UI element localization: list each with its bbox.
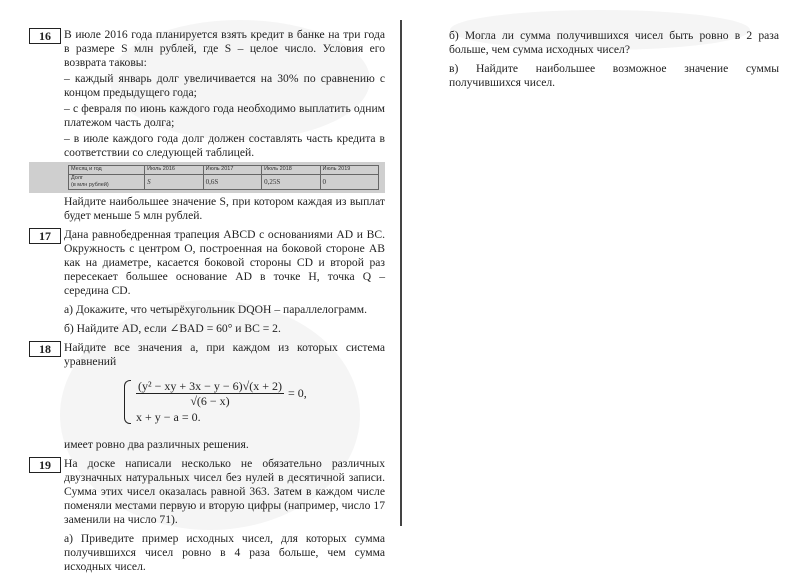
right-column	[449, 29, 779, 92]
debt-table	[68, 165, 379, 190]
problem-number-17: 17	[29, 228, 61, 244]
table-cell: S	[145, 175, 203, 190]
problem-19-part-a: а) Приведите пример исходных чисел, для которых сумма получившихся чисел ровно в 4 раза больше, чем сумма исходных чисел.	[64, 532, 385, 573]
problem-17	[29, 228, 385, 338]
denominator: √(6 − x)	[190, 394, 230, 408]
problem-18	[29, 341, 385, 454]
problem-16	[29, 28, 385, 225]
brace	[124, 380, 131, 424]
row-label-line: Долг	[71, 175, 83, 181]
problem-19-part-c: в) Найдите наибольшее возможное значение суммы получившихся чисел.	[449, 62, 779, 89]
table-cell: 0,25S	[262, 175, 320, 190]
problem-19-text: На доске написали несколько не обязательно различных двузначных натуральных чисел без нулей в десятичной записи. Сумма этих чисел оказалась равной 363. Затем в каждом числе поменяли местами первую и вторую цифры (например, число 17 заменили на число 71).	[64, 457, 385, 526]
column-divider	[400, 20, 402, 526]
problem-16-question: Найдите наибольшее значение S, при котором каждая из выплат будет меньше 5 млн рублей.	[64, 195, 385, 222]
fraction	[136, 379, 284, 408]
table-header: Июль 2018	[262, 166, 320, 175]
equation-1	[136, 379, 307, 408]
problem-number-19: 19	[29, 457, 61, 473]
problem-number-18: 18	[29, 341, 61, 357]
numerator: (y² − xy + 3x − y − 6)√(x + 2)	[138, 379, 283, 393]
problem-16-condition-1: – каждый январь долг увеличивается на 30% по сравнению с концом предыдущего года;	[64, 72, 385, 99]
equation-1-rhs: = 0,	[288, 386, 307, 400]
table-header: Июль 2019	[320, 166, 378, 175]
problem-18-text: Найдите все значения a, при каждом из которых система уравнений	[64, 341, 385, 368]
problem-16-condition-3: – в июле каждого года долг должен составлять часть кредита в соответствии со следующей таблицей.	[64, 132, 385, 159]
problem-16-intro: В июле 2016 года планируется взять кредит в банке на три года в размере S млн рублей, где S – целое число. Условия его возврата таковы:	[64, 28, 385, 69]
problem-17-content	[64, 228, 385, 338]
problem-17-part-b: б) Найдите AD, если ∠BAD = 60° и BC = 2.	[64, 322, 281, 335]
table-header-row	[69, 166, 379, 175]
problem-19-content	[64, 457, 385, 576]
equation-2: x + y − a = 0.	[136, 410, 201, 424]
table-background	[29, 162, 385, 193]
problem-17-text: Дана равнобедренная трапеция ABCD с основаниями AD и BC. Окружность с центром O, построенная на боковой стороне AB как на диаметре, касается боковой стороны CD и второй раз пересекает большее основание AD в точке H, точка Q – середина CD.	[64, 228, 385, 297]
problem-16-condition-2: – с февраля по июнь каждого года необходимо выплатить одним платежом часть долга;	[64, 102, 385, 129]
problem-19-part-b: б) Могла ли сумма получившихся чисел быть ровно в 2 раза больше, чем сумма исходных чисел?	[449, 29, 779, 56]
equations	[136, 379, 307, 424]
table-row-label	[69, 175, 145, 190]
equation-system	[124, 379, 385, 424]
table-row	[69, 175, 379, 190]
table-header: Июль 2017	[203, 166, 261, 175]
problem-18-content	[64, 341, 385, 454]
table-cell: 0,6S	[203, 175, 261, 190]
problem-17-part-a: а) Докажите, что четырёхугольник DQOH – параллелограмм.	[64, 303, 367, 316]
table-cell: 0	[320, 175, 378, 190]
left-column	[29, 28, 385, 579]
problem-16-content	[64, 28, 385, 225]
problem-19	[29, 457, 385, 576]
problem-number-16: 16	[29, 28, 61, 44]
problem-18-tail: имеет ровно два различных решения.	[64, 438, 249, 451]
table-header: Месяц и год	[69, 166, 145, 175]
row-label-line: (в млн рублей)	[71, 182, 109, 188]
table-header: Июль 2016	[145, 166, 203, 175]
